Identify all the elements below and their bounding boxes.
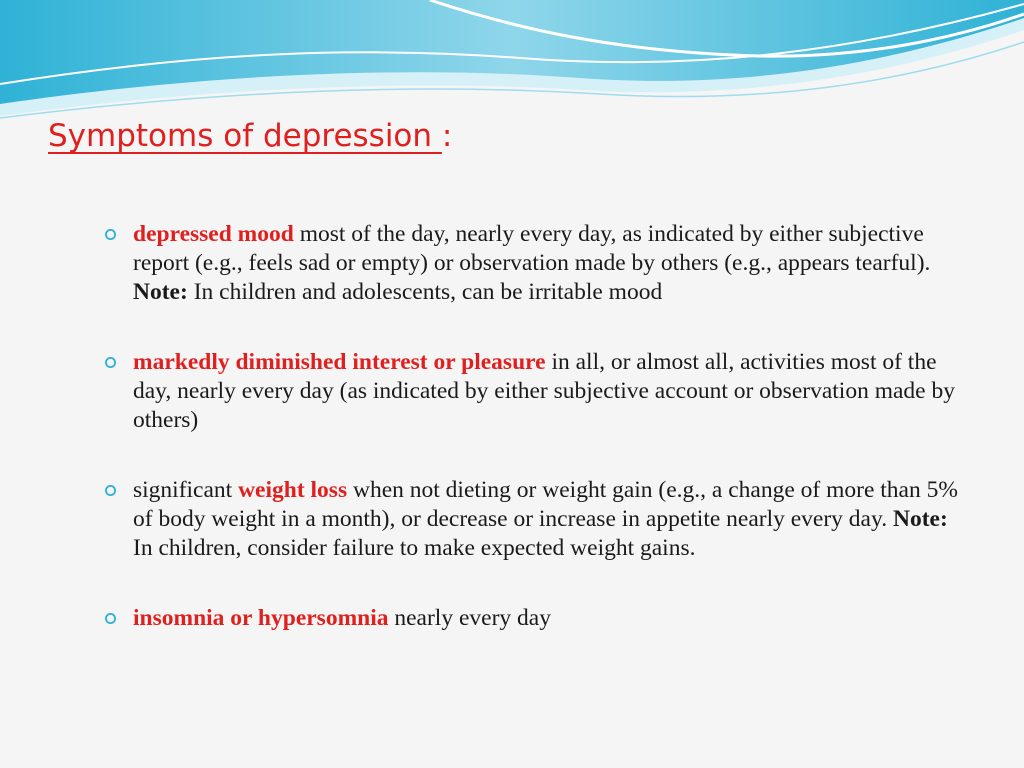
symptom-note-text: In children, consider failure to make expected weight gains.: [133, 535, 696, 561]
symptom-highlight: weight loss: [238, 477, 348, 503]
symptom-highlight: depressed mood: [133, 221, 294, 247]
bullet-marker-icon: [105, 613, 116, 624]
symptom-text: nearly every day: [388, 605, 551, 631]
bullet-marker-icon: [105, 357, 116, 368]
bullet-marker-icon: [105, 485, 116, 496]
slide-title: [48, 112, 452, 160]
symptom-item-insomnia: [104, 604, 964, 633]
slide-title-text: Symptoms of depression: [48, 118, 442, 154]
symptom-list: [104, 220, 964, 633]
bullet-marker-icon: [105, 229, 116, 240]
note-label: Note:: [892, 506, 948, 532]
slide-title-colon: :: [441, 118, 453, 154]
symptom-highlight: markedly diminished interest or pleasure: [133, 349, 546, 375]
symptom-item-weight-loss: [104, 476, 964, 563]
symptom-item-depressed-mood: [104, 220, 964, 307]
symptom-item-diminished-interest: [104, 348, 964, 435]
note-label: Note:: [133, 279, 188, 305]
symptom-text: when not dieting or weight gain (e.g., a change of more than 5% of body weight in a month), or decrease or increase in appetite nearly every day.: [133, 477, 958, 532]
header-wave-decoration: [0, 0, 1024, 130]
symptom-note-text: In children and adolescents, can be irritable mood: [187, 279, 663, 305]
symptom-highlight: insomnia or hypersomnia: [133, 605, 389, 631]
symptom-text: in all, or almost all, activities most of the day, nearly every day (as indicated by either subjective account or observation made by others): [133, 349, 955, 433]
symptom-text: most of the day, nearly every day, as indicated by either subjective report (e.g., feels sad or empty) or observation made by others (e.g., appears tearful).: [133, 221, 931, 276]
symptom-prefix: significant: [133, 477, 239, 503]
